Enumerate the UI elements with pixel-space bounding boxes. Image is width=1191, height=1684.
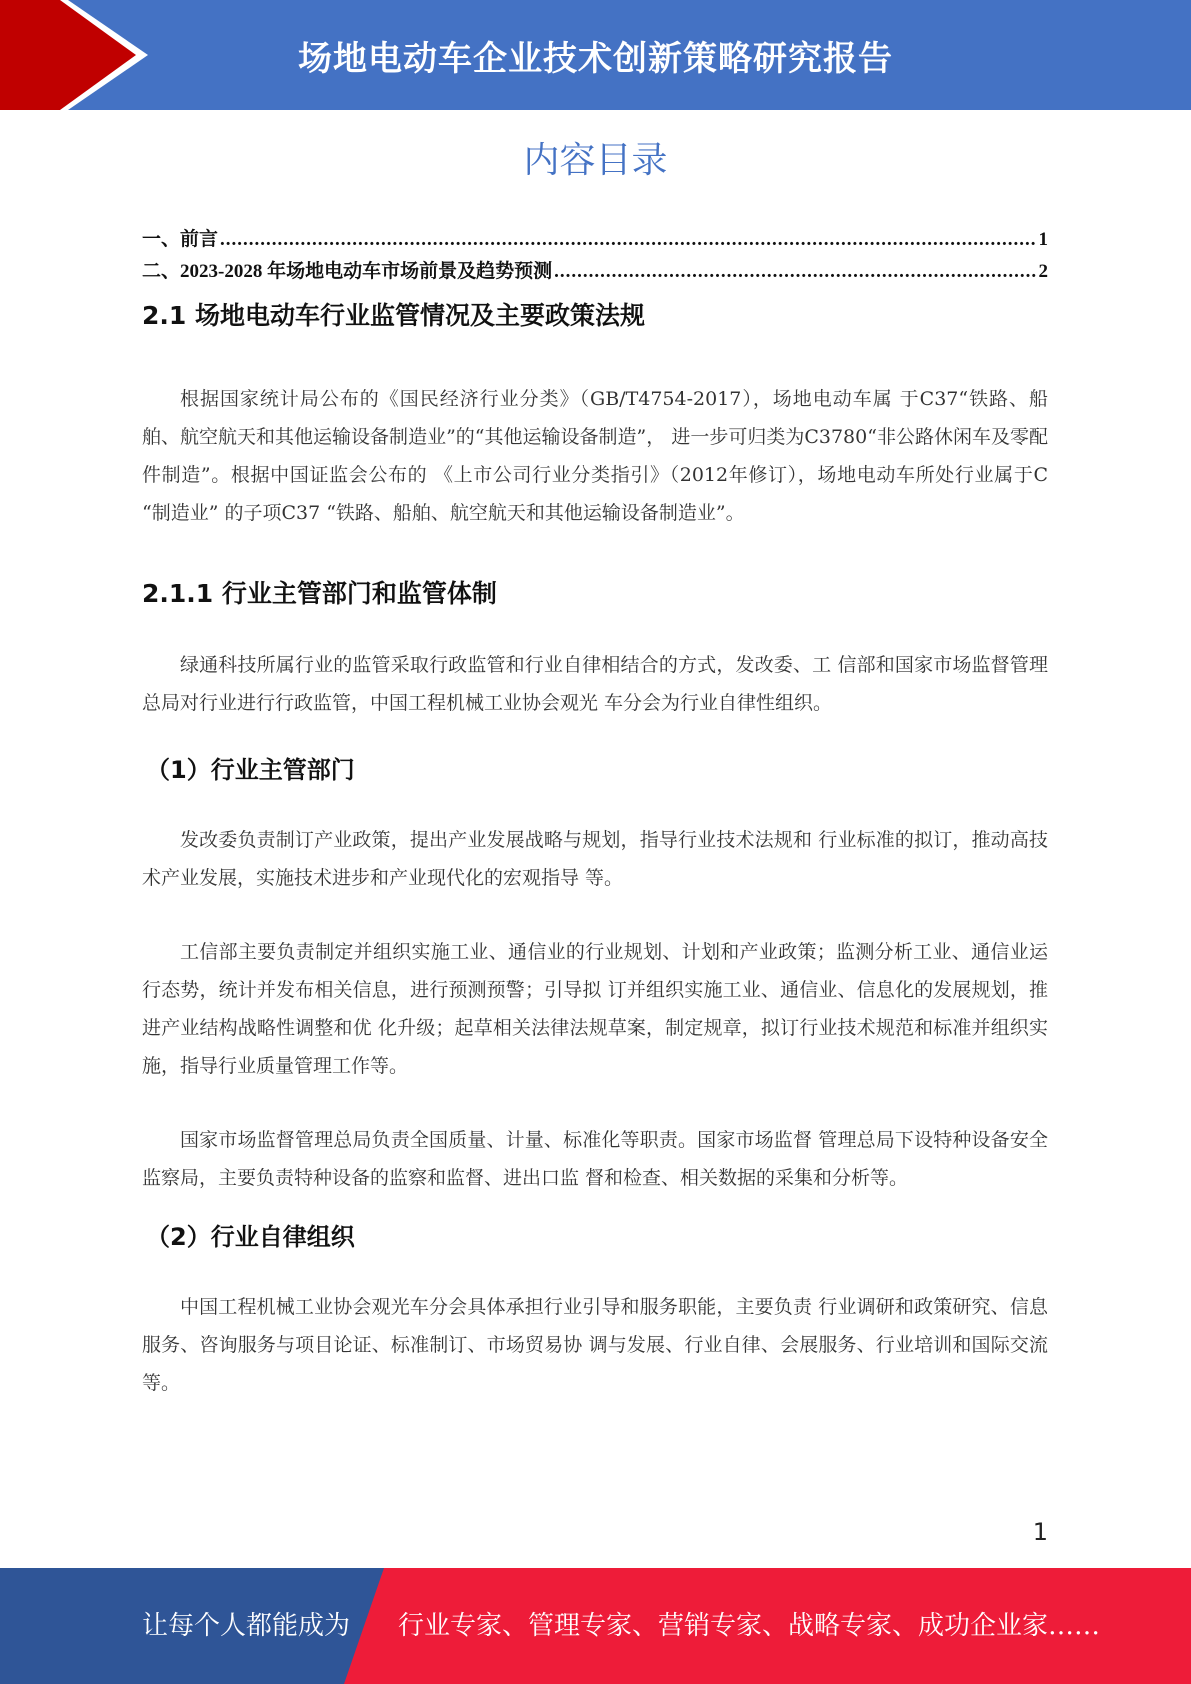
paragraph-association: 中国工程机械工业协会观光车分会具体承担行业引导和服务职能，主要负责 行业调研和政策研究、信息服务、咨询服务与项目论证、标准制订、市场贸易协 调与发展、行业自律、会展服务、行业培训和国际交流等。 — [142, 1296, 1048, 1394]
document-body — [142, 296, 1048, 1402]
section-heading-2-1: 2.1 场地电动车行业监管情况及主要政策法规 — [142, 301, 645, 330]
paragraph-ndrc: 发改委负责制订产业政策，提出产业发展战略与规划，指导行业技术法规和 行业标准的拟订，推动高技术产业发展，实施技术进步和产业现代化的宏观指导 等。 — [142, 829, 1048, 889]
subsection-heading-self-regulation: （2）行业自律组织 — [146, 1223, 355, 1251]
page-number: 1 — [1032, 1518, 1048, 1546]
toc-item-preface[interactable] — [142, 224, 1048, 256]
toc-item-label: 二、2023-2028 年场地电动车市场前景及趋势预测 — [142, 261, 553, 282]
toc-leader-dots — [554, 261, 1036, 283]
table-of-contents — [142, 224, 1048, 288]
toc-item-label: 一、前言 — [142, 229, 219, 250]
footer-slogan-left: 让每个人都能成为 — [142, 1611, 351, 1641]
toc-item-page: 1 — [1038, 229, 1048, 250]
section-2-1-paragraph: 根据国家统计局公布的《国民经济行业分类》（GB/T4754-2017），场地电动车属 于C37“铁路、船舶、航空航天和其他运输设备制造业”的“其他运输设备制造”， 进一步可归类为C3780“非公路休闲车及零配件制造”。根据中国证监会公布的 《上市公司行业分类指引》（2012年修订），场地电动车所处行业属于C “制造业” 的子项C37 “铁路、船舶、航空航天和其他运输设备制造业”。 — [142, 388, 1048, 524]
section-2-1-1-paragraph: 绿通科技所属行业的监管采取行政监管和行业自律相结合的方式，发改委、工 信部和国家市场监督管理总局对行业进行行政监管，中国工程机械工业协会观光 车分会为行业自律性组织。 — [142, 654, 1048, 714]
subsection-heading-authorities: （1）行业主管部门 — [146, 756, 355, 784]
footer-slogan-right: 行业专家、管理专家、营销专家、战略专家、成功企业家…… — [398, 1611, 1101, 1641]
toc-item-market-outlook[interactable] — [142, 256, 1048, 288]
toc-leader-dots — [220, 229, 1036, 251]
paragraph-miit: 工信部主要负责制定并组织实施工业、通信业的行业规划、计划和产业政策；监测分析工业、通信业运行态势，统计并发布相关信息，进行预测预警；引导拟 订并组织实施工业、通信业、信息化的发展规划，推进产业结构战略性调整和优 化升级；起草相关法律法规草案，制定规章，拟订行业技术规范和标准并组织实 施，指导行业质量管理工作等。 — [142, 941, 1048, 1077]
section-heading-2-1-1: 2.1.1 行业主管部门和监管体制 — [142, 579, 497, 608]
report-title: 场地电动车企业技术创新策略研究报告 — [298, 38, 893, 79]
toc-item-page: 2 — [1038, 261, 1048, 282]
toc-title: 内容目录 — [523, 140, 668, 181]
paragraph-samr: 国家市场监督管理总局负责全国质量、计量、标准化等职责。国家市场监督 管理总局下设特种设备安全监察局，主要负责特种设备的监察和监督、进出口监 督和检查、相关数据的采集和分析等。 — [142, 1129, 1048, 1189]
